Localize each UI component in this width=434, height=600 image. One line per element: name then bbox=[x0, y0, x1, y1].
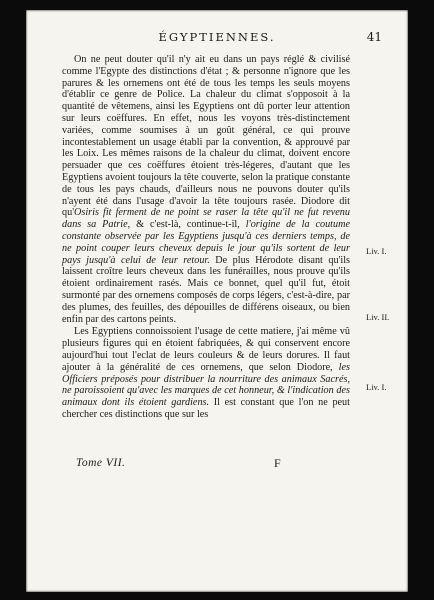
paragraph bbox=[62, 326, 350, 420]
running-title: ÉGYPTIENNES. bbox=[158, 30, 276, 44]
text-run: On ne peut douter qu'il n'y ait eu dans un pays réglé & civilisé comme l'Egypte des distinctions d'état ; & personne n'ignore que les parures & les ornemens ont été de tous les temps les seuls moyens d'établir ce genre de Police. La chaleur du climat s'opposoit à la quantité de vêtemens, ainsi les Egyptiens ont dû porter leur attention sur leurs coëffures. En effet, nous les voyons très-distinctement variées, comme soumises à un goût général, ce qui prouve incontestablement un usage établi par la convention, & approuvé par les Loix. Les mêmes raisons de la chaleur du climat, doivent encore persuader que ces coëffures étoient très-légeres, d'autant que les Egyptiens avoient toujours la tête couverte, selon la pratique constante de tous les pays chauds, d'ailleurs nous ne pouvons douter qu'ils n'ayent été dans l'usage d'avoir la tête toujours rasée. Diodore dit qu' bbox=[62, 54, 350, 219]
italic-quotation: Osiris fit ferment de ne point se raser la tête qu'il ne fut revenu dans sa Patrie bbox=[62, 207, 350, 231]
text-run: Les Egyptiens connoissoient l'usage de cette matiere, j'ai même vû plusieurs figures qui en étoient fabriquées, & qui conservent encore aujourd'hui tout l'eclat de leurs couleurs & de leurs dorures. Il faut ajouter à la généralité de ces ornemens, que selon Diodore, bbox=[62, 326, 350, 373]
volume-signature: Tome VII. bbox=[76, 457, 126, 469]
page-number: 41 bbox=[366, 30, 382, 44]
margin-note: Liv. I. bbox=[366, 246, 387, 256]
book-page bbox=[26, 10, 408, 592]
italic-quotation: les Officiers préposés pour distribuer la nourriture des animaux Sacrés, ne paroissoient qu'avec les marques de cet honneur, & l'indication des animaux dont ils étoient gardiens. bbox=[62, 361, 350, 409]
text-run: De plus Hérodote disant qu'ils laissent croître leurs cheveux dans les funérailles, nous prouve qu'ils étoient ordinairement rasés. Mais ce bonnet, quel qu'il fut, étoit surmonté par des ornemens composés de corps légers, c'est-à-dire, par des plumes, des feuilles, des dépouilles de différens oiseaux, ou bien enfin par des cartons peints. bbox=[62, 254, 351, 325]
italic-quotation: l'origine de la coutume constante observée par les Egyptiens jusqu'à ces derniers temps, de ne point couper leurs cheveux depuis le jour qu'ils sortent de leur pays jusqu'à celui de leur retour. bbox=[62, 219, 350, 266]
body-text bbox=[62, 54, 350, 421]
text-run: , & c'est-là, continue-t-il, bbox=[127, 219, 246, 231]
text-run: Il est constant que l'on ne peut chercher ces distinctions que sur les bbox=[62, 397, 350, 420]
margin-note: Liv. I. bbox=[366, 382, 387, 392]
paragraph bbox=[62, 54, 350, 325]
margin-note: Liv. II. bbox=[366, 312, 390, 322]
gathering-signature: F bbox=[274, 456, 281, 470]
